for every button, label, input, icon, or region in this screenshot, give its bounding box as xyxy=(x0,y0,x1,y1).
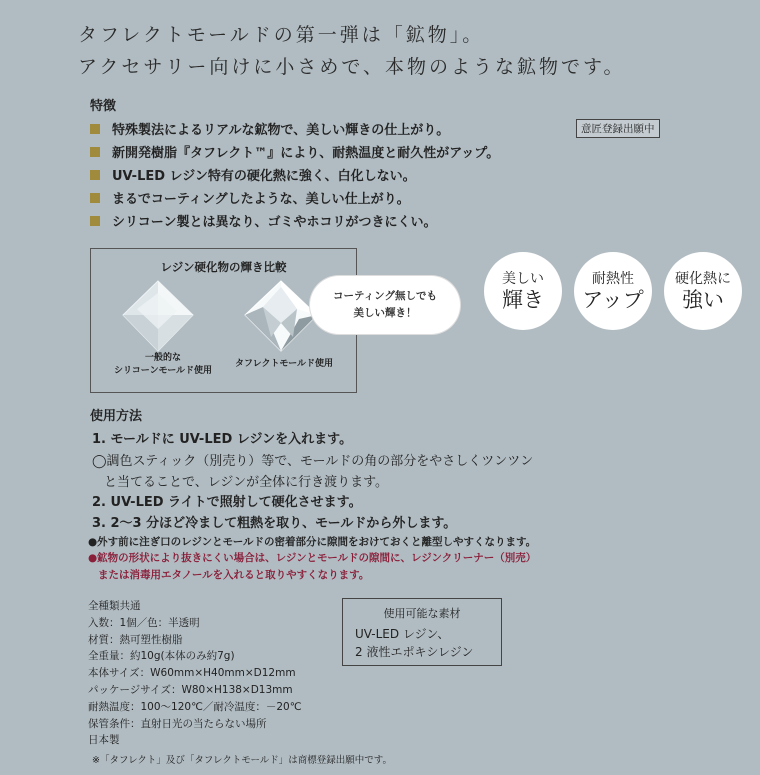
feature-item: 特殊製法によるリアルな鉱物で、美しい輝きの仕上がり。 xyxy=(90,119,449,138)
caution-shape-b: または消毒用エタノールを入れると取りやすくなります。 xyxy=(98,569,370,581)
usage-note-1a: ◯調色スティック（別売り）等で、モールドの角の部分をやさしくツンツン xyxy=(92,454,534,469)
taflect-gem-image xyxy=(241,279,321,353)
feature-item: シリコーン製とは異なり、ゴミやホコリがつきにくい。 xyxy=(90,211,436,230)
trademark-footnote: ※「タフレクト」及び「タフレクトモールド」は商標登録出願中です。 xyxy=(92,755,392,766)
silicone-gem-image xyxy=(119,279,197,353)
square-bullet-icon xyxy=(90,147,100,157)
spec-line: 全重量：約10g(本体のみ約7g) xyxy=(88,650,235,663)
spec-line: 本体サイズ：W60mm×H40mm×D12mm xyxy=(88,667,296,680)
design-registration-badge: 意匠登録出願中 xyxy=(576,119,660,138)
usage-step-1: 1. モールドに UV-LED レジンを入れます。 xyxy=(92,432,353,447)
usage-title: 使用方法 xyxy=(90,409,143,424)
spec-line: 全種類共通 xyxy=(88,600,141,612)
spec-line: 入数：1個／色：半透明 xyxy=(88,616,200,629)
feature-item: まるでコーティングしたような、美しい仕上がり。 xyxy=(90,188,410,207)
spec-line: 保管条件：直射日光の当たらない場所 xyxy=(88,717,267,730)
feature-item: UV-LED レジン特有の硬化熱に強く、白化しない。 xyxy=(90,165,416,184)
materials-line-2: 2 液性エポキシレジン xyxy=(355,645,474,659)
square-bullet-icon xyxy=(90,170,100,180)
feature-item: 新開発樹脂『タフレクト™』により、耐熱温度と耐久性がアップ。 xyxy=(90,142,499,161)
materials-line-1: UV-LED レジン、 xyxy=(355,627,450,641)
usage-step-2: 2. UV-LED ライトで照射して硬化させます。 xyxy=(92,495,362,510)
square-bullet-icon xyxy=(90,193,100,203)
taflect-gem-label: タフレクトモールド使用 xyxy=(235,359,333,369)
spec-line: パッケージサイズ：W80×H138×D13mm xyxy=(88,684,293,696)
caution-shape-a: ●鉱物の形状により抜きにくい場合は、レジンとモールドの隙間に、レジンクリーナー（別売） xyxy=(88,552,537,564)
features-title: 特徴 xyxy=(90,99,117,114)
silicone-gem-label: 一般的な シリコーンモールド使用 xyxy=(113,353,213,376)
usage-note-1b: と当てることで、レジンが全体に行き渡ります。 xyxy=(104,475,389,490)
caution-release: ●外す前に注ぎ口のレジンとモールドの密着部分に隙間をおけておくと離型しやすくなります。 xyxy=(88,536,537,548)
materials-title: 使用可能な素材 xyxy=(383,607,461,620)
spec-line: 耐熱温度：100～120℃／耐冷温度：－20℃ xyxy=(88,700,302,713)
shine-speech-bubble: コーティング無しでも 美しい輝き！ xyxy=(310,276,460,334)
spec-line: 材質：熱可塑性樹脂 xyxy=(88,633,183,646)
spec-line: 日本製 xyxy=(88,734,120,747)
comparison-title: レジン硬化物の輝き比較 xyxy=(160,260,287,274)
square-bullet-icon xyxy=(90,124,100,134)
headline-line-2: アクセサリー向けに小さめで、本物のような鉱物です。 xyxy=(78,56,626,78)
circle-badge-shine: 美しい 輝き xyxy=(484,252,562,330)
square-bullet-icon xyxy=(90,216,100,226)
circle-badge-cure: 硬化熱に 強い xyxy=(664,252,742,330)
materials-box xyxy=(342,598,502,666)
headline-line-1: タフレクトモールドの第一弾は「鉱物」。 xyxy=(78,24,485,46)
circle-badge-heat: 耐熱性 アップ xyxy=(574,252,652,330)
usage-step-3: 3. 2～3 分ほど冷まして粗熱を取り、モールドから外します。 xyxy=(92,516,457,531)
